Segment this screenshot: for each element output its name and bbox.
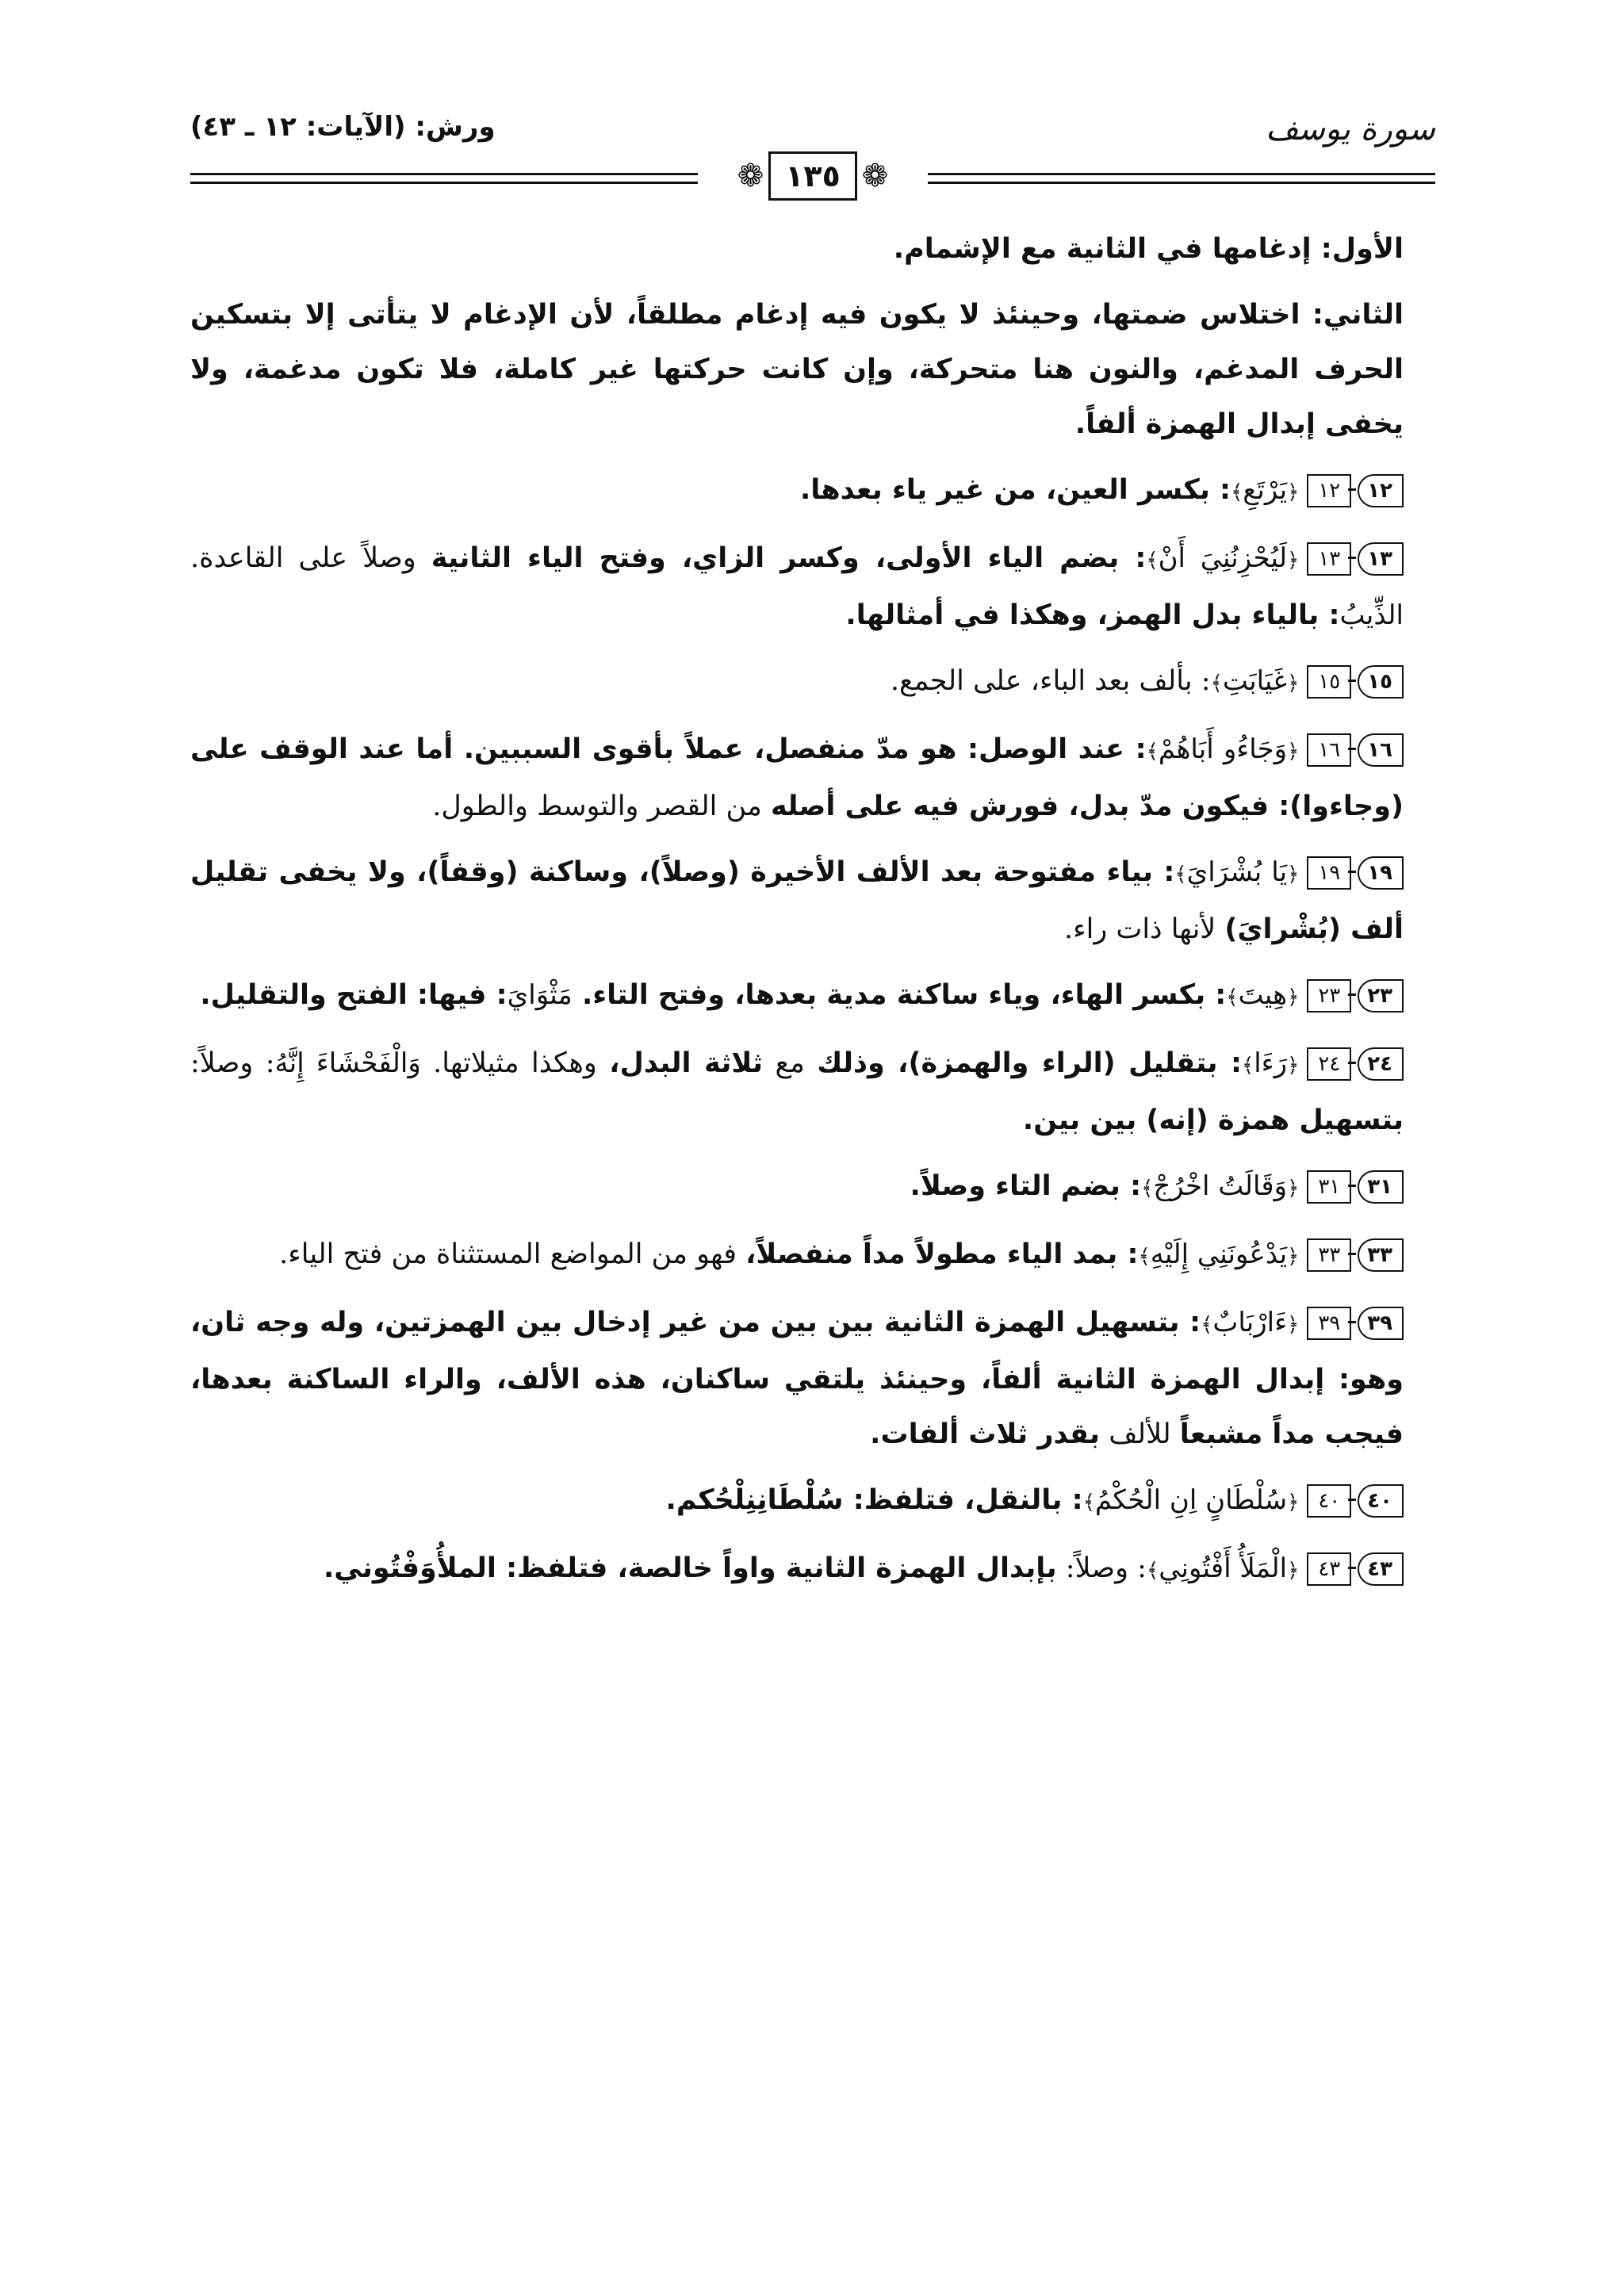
verse-entry xyxy=(190,1541,1435,1598)
entry-text: : بالياء بدل الهمز، وهكذا في أمثالها. xyxy=(845,599,1340,631)
entry-text: : عند الوصل: هو مدّ منفصل، عملاً بأقوى السببين. أما عند الوقف على (وجاءوا): فيكون مدّ بدل، فورش فيه على أصله xyxy=(190,733,1404,822)
entry-text: : بكسر الهاء، وياء ساكنة مدية بعدها، وفتح التاء. xyxy=(572,979,1227,1011)
quran-bracket-close-icon: ﴾ xyxy=(1138,1245,1151,1269)
verse-entry xyxy=(190,845,1435,957)
quran-bracket-close-icon: ﴾ xyxy=(1226,986,1239,1009)
entry-text: ثلاثة البدل، xyxy=(609,1047,764,1079)
entry-text: : بالنقل، فتلفظ: سُلْطَانِنِلْحُكم. xyxy=(665,1484,1083,1516)
verse-number-box: ٢٣ xyxy=(1307,979,1351,1013)
entry-text: وهكذا مثيلاتها. xyxy=(420,1047,610,1079)
header-rule-right xyxy=(928,173,1435,184)
quran-bracket-open-icon: ﴿ xyxy=(1287,1177,1300,1200)
verse-number-box: ٣٩ xyxy=(1307,1307,1351,1340)
quran-bracket-open-icon: ﴿ xyxy=(1287,549,1300,572)
quran-word: وَقَالَتُ اخْرُجْ xyxy=(1153,1170,1288,1202)
quran-word: هِيتَ xyxy=(1238,979,1288,1011)
quran-word: يَرْتَعِ xyxy=(1243,474,1288,506)
intro-paragraph-first: الأول: إدغامها في الثانية مع الإشمام. xyxy=(893,233,1404,265)
quran-bracket-close-icon: ﴾ xyxy=(1174,863,1187,886)
verse-number-tag: ٢٤ xyxy=(1358,1047,1404,1081)
verse-entry xyxy=(190,1296,1435,1462)
quran-bracket-close-icon: ﴾ xyxy=(1241,1054,1254,1078)
entry-text: وصلاً على القاعدة. xyxy=(190,542,431,574)
entry-text: : بضم التاء وصلاً. xyxy=(910,1170,1142,1202)
quran-bracket-open-icon: ﴿ xyxy=(1287,1245,1300,1269)
quran-bracket-open-icon: ﴿ xyxy=(1287,1491,1300,1514)
verse-number-box: ١٦ xyxy=(1307,733,1351,767)
surah-title: سورة يوسف xyxy=(1266,111,1435,147)
entry-text: فهو من المواضع المستثناة من فتح الياء. xyxy=(279,1238,746,1270)
page-number: ١٣٥ xyxy=(768,151,857,201)
quran-word: سُلْطَانٍ اِنِ الْحُكْمُ xyxy=(1094,1484,1288,1516)
page-number-badge xyxy=(722,151,904,201)
verse-number-box: ٤٣ xyxy=(1307,1552,1351,1586)
verse-entry xyxy=(190,654,1435,711)
entry-text: : بألف بعد الباء، على الجمع. xyxy=(890,665,1211,697)
verse-marker xyxy=(1307,1047,1404,1081)
entries-list xyxy=(190,463,1435,1598)
quran-bracket-close-icon: ﴾ xyxy=(1201,1313,1213,1337)
verse-number-box: ١٣ xyxy=(1307,542,1351,576)
verse-marker xyxy=(1307,1170,1404,1204)
entry-text: للألف xyxy=(1100,1418,1180,1450)
page-content xyxy=(190,222,1435,1610)
verse-range-label: ورش: (الآيات: ١٢ ـ ٤٣) xyxy=(190,111,496,143)
quran-bracket-open-icon: ﴿ xyxy=(1287,1559,1300,1583)
verse-number-tag: ٢٣ xyxy=(1358,979,1404,1013)
entry-text: : بضم الياء الأولى، وكسر الزاي، وفتح الياء الثانية xyxy=(431,542,1147,574)
verse-number-tag: ١٢ xyxy=(1358,474,1404,507)
verse-number-tag: ٤٠ xyxy=(1358,1484,1404,1518)
quran-word: وَجَاءُو أَبَاهُمْ xyxy=(1158,733,1288,765)
verse-marker xyxy=(1307,1307,1404,1340)
verse-number-box: ١٢ xyxy=(1307,474,1351,507)
verse-marker xyxy=(1307,474,1404,507)
verse-marker xyxy=(1307,1484,1404,1518)
entry-text: بإبدال الهمزة الثانية واواً خالصة، فتلفظ: الملأُوَفْتُوني. xyxy=(324,1552,1057,1584)
quran-bracket-open-icon: ﴿ xyxy=(1287,1054,1300,1078)
quran-word: الذِّيبُ xyxy=(1339,599,1404,631)
verse-number-tag: ٣٣ xyxy=(1358,1238,1404,1272)
quran-word: وَالْفَحْشَاءَ إِنَّهُ xyxy=(274,1047,421,1079)
entry-text: : وصلاً: xyxy=(190,1047,275,1079)
header-rule-left xyxy=(190,173,698,184)
entry-text: : فيها: الفتح والتقليل. xyxy=(200,979,508,1011)
verse-marker xyxy=(1307,856,1404,890)
verse-number-box: ١٩ xyxy=(1307,856,1351,890)
entry-text: : بكسر العين، من غير ياء بعدها. xyxy=(799,474,1231,506)
quran-word: لَيُحْزِنُنِيَ أَنْ xyxy=(1158,542,1288,574)
verse-number-box: ٣١ xyxy=(1307,1170,1351,1204)
verse-number-tag: ١٦ xyxy=(1358,733,1404,767)
quran-word: الْمَلَأُ أَفْتُونِي xyxy=(1159,1552,1288,1584)
entry-text: مع xyxy=(763,1047,818,1079)
quran-bracket-close-icon: ﴾ xyxy=(1082,1491,1095,1514)
verse-entry xyxy=(190,1159,1435,1216)
verse-entry xyxy=(190,722,1435,834)
entry-text: : بتسهيل الهمزة الثانية بين بين من غير إدخال بين الهمزتين، وله وجه ثان، وهو: إبدال الهمزة الثانية ألفاً، وحينئذ يلتقي ساكنان، هذه الألف، والراء الساكنة بعدها، فيجب مداً مشبعاً xyxy=(190,1307,1404,1450)
quran-word: ءَارْبَابٌ xyxy=(1212,1307,1288,1338)
verse-entry xyxy=(190,1473,1435,1530)
quran-bracket-close-icon: ﴾ xyxy=(1141,1177,1154,1200)
page-header xyxy=(190,111,1435,198)
quran-word: يَدْعُونَنِي إِلَيْهِ xyxy=(1150,1238,1288,1270)
verse-entry xyxy=(190,1036,1435,1148)
verse-marker xyxy=(1307,733,1404,767)
ornament-right-icon: ❁ xyxy=(861,158,889,194)
ornament-left-icon: ❁ xyxy=(737,158,764,194)
verse-number-tag: ٤٣ xyxy=(1358,1552,1404,1586)
verse-entry xyxy=(190,531,1435,643)
entry-text: : وصلاً: xyxy=(1056,1552,1147,1584)
intro-paragraph-second: الثاني: اختلاس ضمتها، وحينئذ لا يكون فيه إدغام مطلقاً، لأن الإدغام لا يتأتى إلا بتسكين الحرف المدغم، والنون هنا متحركة، وإن كانت حركتها غير كاملة، فلا تكون مدغمة، ولا يخفى إبدال الهمزة ألفاً. xyxy=(190,299,1404,440)
entry-text: بتسهيل همزة (إنه) بين بين. xyxy=(1022,1104,1404,1136)
quran-bracket-open-icon: ﴿ xyxy=(1287,986,1300,1009)
entry-text: لأنها ذات راء. xyxy=(1064,913,1225,945)
verse-marker xyxy=(1307,979,1404,1013)
verse-entry xyxy=(190,463,1435,520)
verse-marker xyxy=(1307,1552,1404,1586)
quran-word: يَا بُشْرَايَ xyxy=(1186,856,1288,888)
verse-entry xyxy=(190,968,1435,1025)
quran-bracket-open-icon: ﴿ xyxy=(1287,740,1300,764)
quran-bracket-close-icon: ﴾ xyxy=(1210,672,1223,695)
quran-word: غَيَابَتِ xyxy=(1222,665,1288,697)
verse-number-box: ٤٠ xyxy=(1307,1484,1351,1518)
entry-text: من القصر والتوسط والطول. xyxy=(432,790,771,822)
verse-number-tag: ٣٩ xyxy=(1358,1307,1404,1340)
quran-bracket-open-icon: ﴿ xyxy=(1287,672,1300,695)
page xyxy=(190,95,1435,2196)
quran-bracket-close-icon: ﴾ xyxy=(1146,740,1159,764)
verse-number-box: ٢٤ xyxy=(1307,1047,1351,1081)
quran-word: رَءَا xyxy=(1254,1047,1288,1079)
quran-word: مَثْوَايَ xyxy=(507,979,573,1011)
verse-number-box: ١٥ xyxy=(1307,665,1351,699)
quran-bracket-open-icon: ﴿ xyxy=(1287,863,1300,886)
verse-number-tag: ١٩ xyxy=(1358,856,1404,890)
verse-number-tag: ٣١ xyxy=(1358,1170,1404,1204)
quran-bracket-close-icon: ﴾ xyxy=(1146,549,1159,572)
entry-text: : بمد الياء مطولاً مداً منفصلاً، xyxy=(745,1238,1139,1270)
quran-bracket-close-icon: ﴾ xyxy=(1231,480,1243,504)
verse-entry xyxy=(190,1227,1435,1284)
entry-text: : بتقليل (الراء والهمزة)، وذلك xyxy=(817,1047,1242,1079)
quran-bracket-close-icon: ﴾ xyxy=(1146,1559,1159,1583)
quran-bracket-open-icon: ﴿ xyxy=(1287,1313,1300,1337)
verse-marker xyxy=(1307,665,1404,699)
entry-text: : بياء مفتوحة بعد الألف الأخيرة (وصلاً)، وساكنة (وقفاً)، ولا يخفى تقليل ألف (بُشْرايَ) xyxy=(190,856,1404,945)
entry-text: بقدر ثلاث ألفات. xyxy=(870,1418,1101,1450)
verse-number-tag: ١٥ xyxy=(1358,665,1404,699)
verse-marker xyxy=(1307,1238,1404,1272)
quran-bracket-open-icon: ﴿ xyxy=(1287,480,1300,504)
verse-marker xyxy=(1307,542,1404,576)
verse-number-tag: ١٣ xyxy=(1358,542,1404,576)
verse-number-box: ٣٣ xyxy=(1307,1238,1351,1272)
